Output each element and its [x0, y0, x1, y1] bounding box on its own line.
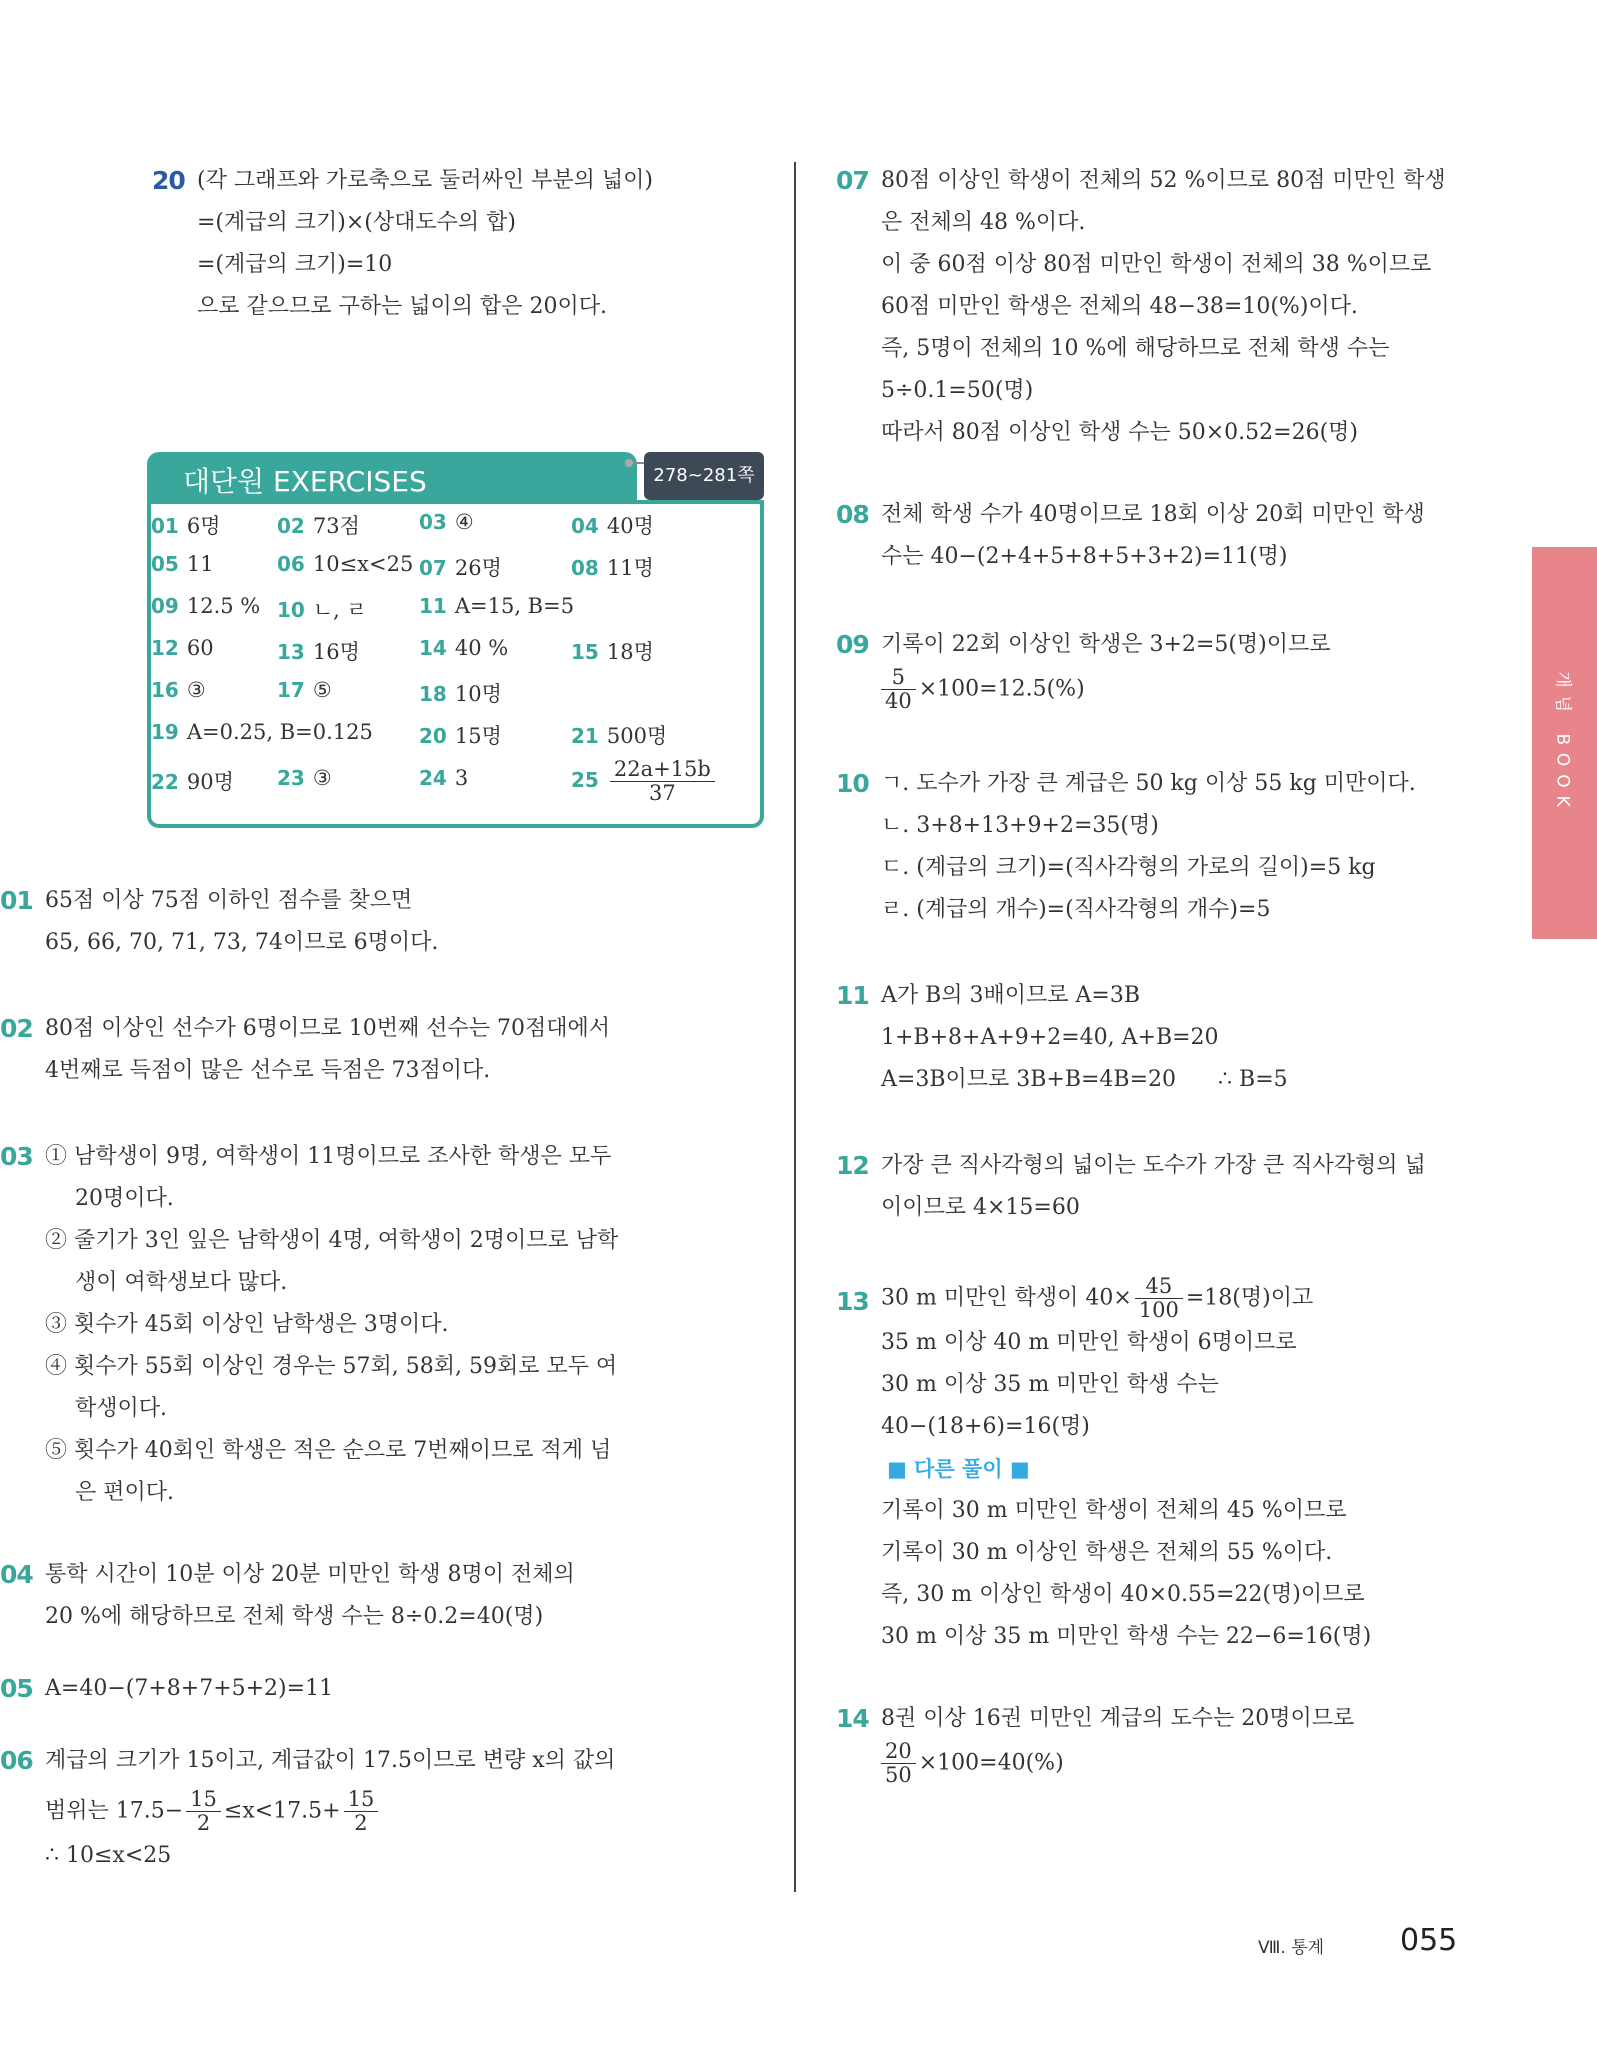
answer-item — [277, 636, 360, 666]
answer-item — [277, 766, 332, 790]
problem-number: 06 — [0, 1746, 33, 1775]
right-column — [836, 160, 1456, 1788]
exercises-header — [147, 452, 637, 502]
text-line: 80점 이상인 학생이 전체의 52 %이므로 80점 미만인 학생 — [881, 168, 1446, 193]
choice-item: ① 남학생이 9명, 여학생이 11명이므로 조사한 학생은 모두 20명이다. — [45, 1144, 612, 1211]
text-line: 따라서 80점 이상인 학생 수는 50×0.52=26(명) — [881, 420, 1358, 445]
text-line: ∴ 10≤x<25 — [45, 1843, 172, 1869]
problem-03 — [0, 1136, 625, 1514]
problem-02 — [0, 1008, 625, 1092]
fraction — [881, 1740, 916, 1787]
answer-item — [277, 510, 360, 540]
choice-item: ② 줄기가 3인 잎은 남학생이 4명, 여학생이 2명이므로 남학생이 여학생보다 많다. — [45, 1228, 619, 1295]
text-line: ㄹ. (계급의 개수)=(직사각형의 개수)=5 — [881, 897, 1271, 923]
text-line: 즉, 30 m 이상인 학생이 40×0.55=22(명)이므로 — [881, 1582, 1365, 1608]
math-line — [881, 1740, 1456, 1787]
text-part: ≤x<17.5+ — [223, 1798, 341, 1824]
answer-value: ④ — [454, 510, 474, 534]
text-line: 5÷0.1=50(명) — [881, 378, 1034, 403]
text-line: ㄴ. 3+8+13+9+2=35(명) — [881, 813, 1159, 839]
answer-number: 11 — [419, 594, 447, 618]
answer-item — [419, 720, 502, 750]
answers-grid — [147, 500, 764, 828]
answer-value: ⑤ — [312, 678, 332, 702]
text-line: 65점 이상 75점 이하인 점수를 찾으면 — [45, 888, 413, 913]
text-line: 수는 40−(2+4+5+8+5+3+2)=11(명) — [881, 544, 1288, 569]
answer-item — [571, 636, 654, 666]
answer-value: A=0.25, B=0.125 — [186, 720, 373, 744]
problem-10 — [836, 763, 1456, 931]
text-line: 65, 66, 70, 71, 73, 74이므로 6명이다. — [45, 930, 439, 955]
answer-item — [151, 594, 260, 618]
answer-item — [277, 678, 332, 702]
text-line: ㄷ. (계급의 크기)=(직사각형의 가로의 길이)=5 kg — [881, 855, 1376, 881]
answer-value: 12.5 % — [186, 594, 261, 618]
text-part: ∴ B=5 — [1218, 1067, 1288, 1093]
denominator: 50 — [885, 1763, 912, 1788]
answer-value: A=15, B=5 — [454, 594, 575, 618]
text-line: 통학 시간이 10분 이상 20분 미만인 학생 8명이 전체의 — [45, 1562, 575, 1587]
answer-value: 16명 — [312, 640, 360, 664]
answer-item — [419, 594, 574, 618]
answer-number: 04 — [571, 514, 599, 538]
problem-number: 10 — [836, 769, 869, 799]
answer-number: 09 — [151, 594, 179, 618]
problem-08 — [836, 494, 1456, 578]
text-line: 이이므로 4×15=60 — [881, 1195, 1080, 1221]
fraction — [186, 1788, 221, 1835]
answer-number: 24 — [419, 766, 447, 790]
column-divider — [794, 162, 796, 1892]
problem-number: 08 — [836, 500, 869, 529]
math-line — [881, 666, 1456, 713]
text-line: ㄱ. 도수가 가장 큰 계급은 50 kg 이상 55 kg 미만이다. — [881, 771, 1416, 797]
text-line: 40−(18+6)=16(명) — [881, 1414, 1090, 1440]
denominator: 40 — [885, 689, 912, 714]
problem-06 — [0, 1740, 625, 1877]
text-line — [881, 1059, 1456, 1101]
answer-number: 03 — [419, 510, 447, 534]
answer-item — [151, 766, 234, 796]
answer-number: 07 — [419, 556, 447, 580]
numerator: 15 — [186, 1788, 221, 1812]
fraction — [610, 758, 715, 805]
math-line — [881, 1275, 1456, 1322]
answer-number: 16 — [151, 678, 179, 702]
answer-item — [571, 720, 667, 750]
problem-number: 05 — [0, 1674, 33, 1703]
text-line: 즉, 5명이 전체의 10 %에 해당하므로 전체 학생 수는 — [881, 336, 1390, 361]
answer-number: 19 — [151, 720, 179, 744]
problem-number: 13 — [836, 1287, 869, 1317]
denominator: 37 — [648, 781, 676, 806]
problem-number: 03 — [0, 1142, 33, 1171]
side-tab-label: 개념 BOOK — [1552, 671, 1572, 815]
text-line: 80점 이상인 선수가 6명이므로 10번째 선수는 70점대에서 — [45, 1016, 610, 1041]
choice-item: ⑤ 횟수가 40회인 학생은 적은 순으로 7번째이므로 적게 넘은 편이다. — [45, 1438, 612, 1505]
answer-value: 26명 — [454, 556, 502, 580]
left-column-solutions — [0, 880, 625, 1877]
fraction — [1135, 1275, 1183, 1322]
denominator: 100 — [1138, 1298, 1179, 1323]
answer-item — [277, 552, 413, 576]
exercises-title: 대단원 EXERCISES — [183, 465, 427, 498]
answer-value: 60 — [186, 636, 214, 660]
text-line: 60점 미만인 학생은 전체의 48−38=10(%)이다. — [881, 294, 1358, 319]
answer-number: 23 — [277, 766, 305, 790]
answer-number: 15 — [571, 640, 599, 664]
text-part: ×100=40(%) — [918, 1750, 1064, 1776]
answer-item — [571, 552, 654, 582]
problem-11 — [836, 975, 1456, 1101]
answer-value: 10≤x<25 — [312, 552, 414, 576]
answer-number: 17 — [277, 678, 305, 702]
problem-number: 11 — [836, 981, 869, 1011]
page-range-badge: 278~281쪽 — [644, 452, 764, 500]
text-part: =18(명)이고 — [1185, 1285, 1314, 1311]
problem-number: 07 — [836, 166, 869, 195]
answer-item — [151, 510, 221, 540]
answer-value: 73점 — [312, 514, 360, 538]
answer-item — [151, 636, 214, 660]
problem-20 — [152, 160, 777, 328]
answer-item — [571, 510, 654, 540]
answer-item — [419, 766, 468, 790]
problem-14 — [836, 1698, 1456, 1787]
text-line: A=40−(7+8+7+5+2)=11 — [45, 1676, 334, 1701]
numerator: 45 — [1135, 1275, 1183, 1299]
answer-item — [419, 510, 474, 534]
answer-value: ③ — [186, 678, 206, 702]
text-line: 계급의 크기가 15이고, 계급값이 17.5이므로 변량 x의 값의 — [45, 1748, 616, 1773]
text-line: 30 m 이상 35 m 미만인 학생 수는 — [881, 1372, 1219, 1398]
problem-number: 20 — [152, 166, 185, 195]
text-line: 이 중 60점 이상 80점 미만인 학생이 전체의 38 %이므로 — [881, 252, 1432, 277]
left-column — [152, 160, 777, 328]
denominator: 2 — [354, 1811, 368, 1836]
math-line — [45, 1788, 625, 1835]
answer-number: 21 — [571, 724, 599, 748]
problem-01 — [0, 880, 625, 964]
text-line: 20 %에 해당하므로 전체 학생 수는 8÷0.2=40(명) — [45, 1604, 544, 1629]
answer-item — [151, 552, 214, 576]
exercises-answer-box — [147, 452, 764, 828]
problem-number: 01 — [0, 886, 33, 915]
text-line: 기록이 30 m 미만인 학생이 전체의 45 %이므로 — [881, 1498, 1347, 1524]
fraction — [881, 666, 916, 713]
fraction — [344, 1788, 379, 1835]
answer-item — [151, 678, 206, 702]
answer-value: 3 — [454, 766, 469, 790]
problem-09 — [836, 624, 1456, 713]
problem-05 — [0, 1668, 625, 1710]
numerator: 22a+15b — [610, 758, 715, 782]
text-part: ×100=12.5(%) — [918, 676, 1085, 702]
text-line: A가 B의 3배이므로 A=3B — [881, 983, 1141, 1009]
text-line: 30 m 이상 35 m 미만인 학생 수는 22−6=16(명) — [881, 1624, 1372, 1650]
answer-item — [419, 678, 502, 708]
answer-number: 06 — [277, 552, 305, 576]
answer-value: ㄴ, ㄹ — [312, 598, 367, 622]
numerator: 15 — [344, 1788, 379, 1812]
answer-value: 500명 — [606, 724, 668, 748]
answer-number: 20 — [419, 724, 447, 748]
answer-item — [277, 594, 367, 624]
denominator: 2 — [196, 1811, 211, 1836]
numerator: 20 — [881, 1740, 916, 1764]
problem-04 — [0, 1554, 625, 1638]
problem-12 — [836, 1145, 1456, 1229]
problem-13 — [836, 1275, 1456, 1658]
text-line: 35 m 이상 40 m 미만인 학생이 6명이므로 — [881, 1330, 1297, 1356]
answer-number: 05 — [151, 552, 179, 576]
answer-value: 40 % — [454, 636, 509, 660]
answer-value: 10명 — [454, 682, 502, 706]
problem-07 — [836, 160, 1456, 454]
answer-number: 14 — [419, 636, 447, 660]
problem-number: 14 — [836, 1704, 869, 1734]
problem-number: 04 — [0, 1560, 33, 1589]
text-line: 기록이 22회 이상인 학생은 3+2=5(명)이므로 — [881, 632, 1331, 657]
answer-item — [151, 720, 373, 744]
answer-number: 18 — [419, 682, 447, 706]
text-line: 1+B+8+A+9+2=40, A+B=20 — [881, 1025, 1219, 1051]
answer-value: 6명 — [186, 514, 221, 538]
answer-value: 90명 — [186, 770, 234, 794]
text-line: 으로 같으므로 구하는 넓이의 합은 20이다. — [197, 294, 607, 319]
problem-number: 02 — [0, 1014, 33, 1043]
choice-item: ④ 횟수가 55회 이상인 경우는 57회, 58회, 59회로 모두 여학생이다. — [45, 1354, 618, 1421]
answer-item — [419, 552, 502, 582]
choice-item: ③ 횟수가 45회 이상인 남학생은 3명이다. — [45, 1312, 449, 1337]
text-part: A=3B이므로 3B+B=4B=20 — [881, 1067, 1177, 1093]
answer-value: ③ — [312, 766, 332, 790]
text-part: 30 m 미만인 학생이 40× — [881, 1285, 1132, 1311]
answer-value: 40명 — [606, 514, 654, 538]
text-line: 4번째로 득점이 많은 선수로 득점은 73점이다. — [45, 1058, 491, 1083]
answer-number: 02 — [277, 514, 305, 538]
answer-number: 12 — [151, 636, 179, 660]
answer-number: 10 — [277, 598, 305, 622]
numerator: 5 — [881, 666, 916, 690]
answer-item — [419, 636, 508, 660]
text-line: 기록이 30 m 이상인 학생은 전체의 55 %이다. — [881, 1540, 1333, 1566]
answer-value: 18명 — [606, 640, 654, 664]
footer-section: Ⅷ. 통계 — [1258, 1938, 1325, 1958]
problem-number: 12 — [836, 1151, 869, 1181]
text-line: 8권 이상 16권 미만인 계급의 도수는 20명이므로 — [881, 1706, 1355, 1732]
answer-number: 01 — [151, 514, 179, 538]
answer-item — [571, 758, 718, 805]
text-line: =(계급의 크기)=10 — [197, 252, 393, 277]
side-tab — [1532, 547, 1597, 939]
text-line: =(계급의 크기)×(상대도수의 합) — [197, 210, 516, 235]
answer-number: 08 — [571, 556, 599, 580]
text-part: 범위는 17.5− — [45, 1798, 184, 1824]
problem-number: 09 — [836, 630, 869, 659]
answer-number: 22 — [151, 770, 179, 794]
answer-number: 25 — [571, 768, 599, 793]
text-line: 은 전체의 48 %이다. — [881, 210, 1086, 235]
text-line: 가장 큰 직사각형의 넓이는 도수가 가장 큰 직사각형의 넓 — [881, 1153, 1426, 1179]
text-line: 전체 학생 수가 40명이므로 18회 이상 20회 미만인 학생 — [881, 502, 1425, 527]
answer-number: 13 — [277, 640, 305, 664]
answer-value: 11명 — [606, 556, 654, 580]
page-number: 055 — [1400, 1923, 1458, 1958]
text-line: (각 그래프와 가로축으로 둘러싸인 부분의 넓이) — [197, 168, 653, 193]
alternate-solution-label: ■ 다른 풀이 ■ — [887, 1457, 1030, 1482]
answer-value: 15명 — [454, 724, 502, 748]
answer-value: 11 — [186, 552, 214, 576]
